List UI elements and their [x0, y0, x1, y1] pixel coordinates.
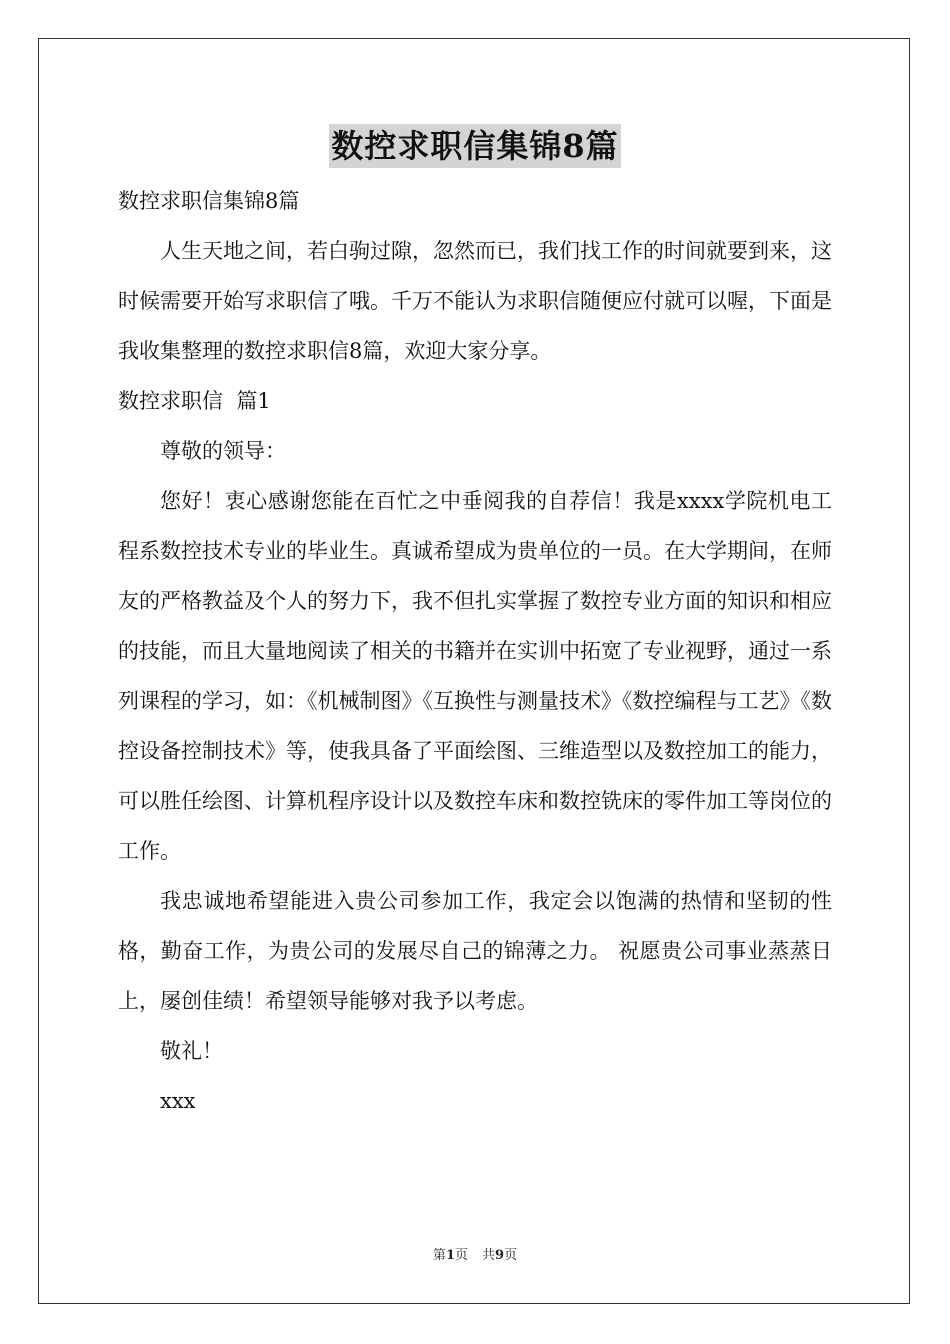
section-heading: 数控求职信 篇1: [118, 389, 271, 413]
page-total: 9: [495, 1248, 505, 1263]
document-body: [118, 176, 832, 1126]
document-subtitle: 数控求职信集锦8篇: [118, 189, 300, 213]
page-footer: [0, 1244, 950, 1263]
page-current: 1: [445, 1248, 455, 1263]
intro-paragraph: 人生天地之间，若白驹过隙，忽然而已，我们找工作的时间就要到来，这时候需要开始写求职信了哦。千万不能认为求职信随便应付就可以喔，下面是我收集整理的数控求职信8篇，欢迎大家分享。: [118, 239, 832, 363]
signature: xxx: [160, 1089, 196, 1113]
body-paragraph-2: 我忠诚地希望能进入贵公司参加工作，我定会以饱满的热情和坚韧的性格，勤奋工作，为贵公司的发展尽自己的锦薄之力。 祝愿贵公司事业蒸蒸日上，屡创佳绩！希望领导能够对我予以考虑。: [118, 889, 832, 1013]
total-prefix: 共: [482, 1248, 496, 1263]
closing: 敬礼！: [160, 1039, 223, 1063]
page-prefix: 第: [432, 1248, 446, 1263]
salutation: 尊敬的领导：: [160, 439, 286, 463]
body-paragraph-1: 您好！衷心感谢您能在百忙之中垂阅我的自荐信！我是xxxx学院机电工程系数控技术专业的毕业生。真诚希望成为贵单位的一员。在大学期间，在师友的严格教益及个人的努力下，我不但扎实掌握了数控专业方面的知识和相应的技能，而且大量地阅读了相关的书籍并在实训中拓宽了专业视野，通过一系列课程的学习，如：《机械制图》《互换性与测量技术》《数控编程与工艺》《数控设备控制技术》等，使我具备了平面绘图、三维造型以及数控加工的能力，可以胜任绘图、计算机程序设计以及数控车床和数控铣床的零件加工等岗位的工作。: [118, 489, 832, 863]
title-container: [0, 124, 950, 168]
page-suffix: 页: [454, 1248, 468, 1263]
total-suffix: 页: [504, 1248, 518, 1263]
document-title: 数控求职信集锦8篇: [329, 124, 620, 168]
